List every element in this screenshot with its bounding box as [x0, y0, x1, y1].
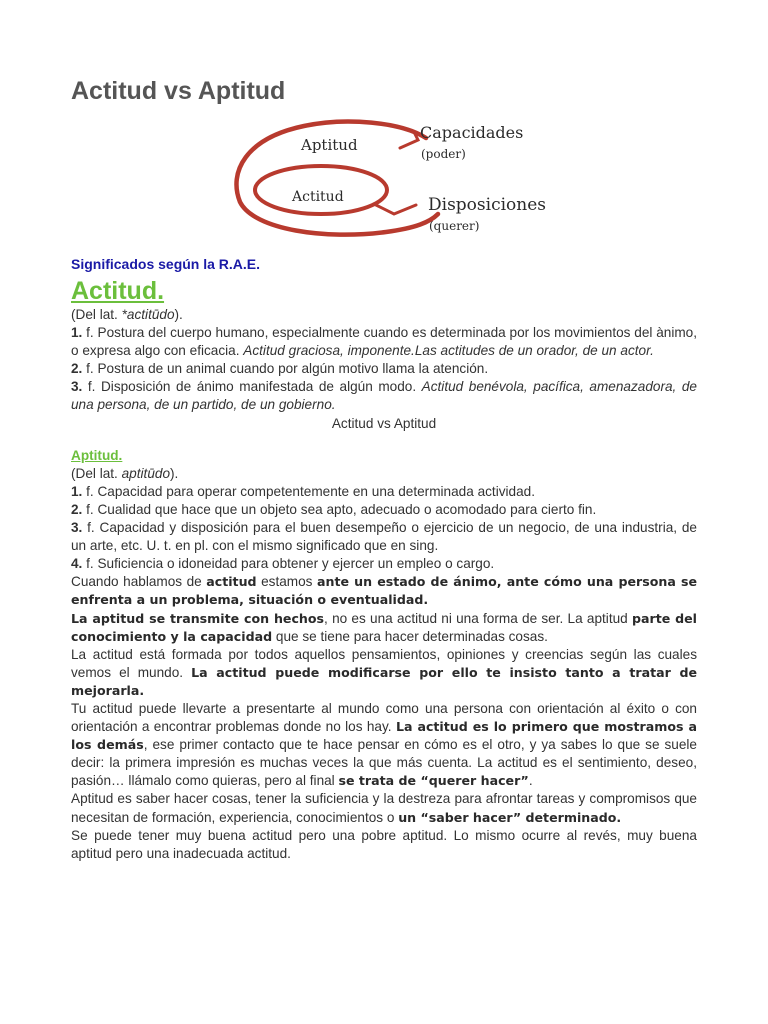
image-caption: Actitud vs Aptitud	[331, 415, 437, 431]
aptitud-heading-link[interactable]: Aptitud.	[71, 447, 123, 463]
body-paragraph-1: Cuando hablamos de actitud estamos ante un estado de ánimo, ante cómo una persona se enfrenta a un problema, situación o eventualidad.	[71, 574, 697, 608]
querer-label: (querer)	[429, 219, 480, 233]
aptitud-definition-3: 3. f. Capacidad y disposición para el buen desempeño o ejercicio de un negocio, de una industria, de un arte, etc. U. t. en pl. con el mismo significado que en sing.	[71, 520, 697, 554]
actitud-definition-3: 3. f. Disposición de ánimo manifestada de algún modo. Actitud benévola, pacífica, amenazadora, de una persona, de un partido, de un gobierno.	[71, 379, 697, 413]
poder-label: (poder)	[421, 147, 466, 161]
disposiciones-label: Disposiciones	[428, 195, 546, 215]
actitud-heading-link[interactable]: Actitud.	[71, 277, 165, 305]
actitud-callout-tail	[374, 204, 416, 214]
actitud-definition-1: 1. f. Postura del cuerpo humano, especialmente cuando es determinada por los movimientos del ànimo, o expresa algo con eficacia. Actitud graciosa, imponente.Las actitudes de un orador, de un actor.	[71, 325, 697, 359]
section-subtitle: Significados según la R.A.E.	[71, 256, 261, 272]
body-paragraph-3: La actitud está formada por todos aquellos pensamientos, opiniones y creencias según las cuales vemos el mundo. La actitud puede modificarse por ello te insisto tanto a tratar de mejorarla.	[71, 646, 697, 698]
actitud-diagram-label: Actitud	[292, 189, 344, 205]
actitud-etymology: (Del lat. *actitūdo).	[71, 307, 183, 322]
aptitud-definition-4: 4. f. Suficiencia o idoneidad para obtener y ejercer un empleo o cargo.	[71, 556, 495, 572]
aptitud-definition-1: 1. f. Capacidad para operar competentemente en una determinada actividad.	[71, 483, 535, 499]
body-paragraph-5: Aptitud es saber hacer cosas, tener la suficiencia y la destreza para afrontar tareas y compromisos que necesitan de formación, experiencia, conocimientos o un “saber hacer” determinado.	[71, 791, 697, 825]
aptitud-diagram-label: Aptitud	[301, 136, 358, 154]
aptitud-callout-tail	[400, 132, 418, 148]
aptitud-etymology: (Del lat. aptitūdo).	[71, 465, 179, 481]
capacidades-label: Capacidades	[420, 123, 524, 142]
actitud-aptitud-diagram	[226, 112, 548, 240]
article-content	[71, 254, 697, 863]
page-title: Actitud vs Aptitud	[71, 77, 286, 105]
actitud-definition-2: 2. f. Postura de un animal cuando por algún motivo llama la atención.	[71, 361, 489, 377]
body-paragraph-4: Tu actitud puede llevarte a presentarte al mundo como una persona con orientación al éxito o con orientación a encontrar problemas donde no los hay. La actitud es lo primero que mostramos a los demás, ese primer contacto que te hace pensar en cómo es el otro, y ya sabes lo que se suele decir: la primera impresión es muchas veces la que más cuenta. La actitud es el sentimiento, deseo, pasión… llámalo como quieras, pero al final se trata de “querer hacer”.	[71, 700, 697, 789]
body-paragraph-6: Se puede tener muy buena actitud pero una pobre aptitud. Lo mismo ocurre al revés, muy buena aptitud pero una inadecuada actitud.	[71, 827, 697, 861]
aptitud-definition-2: 2. f. Cualidad que hace que un objeto sea apto, adecuado o acomodado para cierto fin.	[71, 501, 597, 517]
body-paragraph-2: La aptitud se transmite con hechos, no es una actitud ni una forma de ser. La aptitud parte del conocimiento y la capacidad que se tiene para hacer determinadas cosas.	[71, 610, 697, 644]
